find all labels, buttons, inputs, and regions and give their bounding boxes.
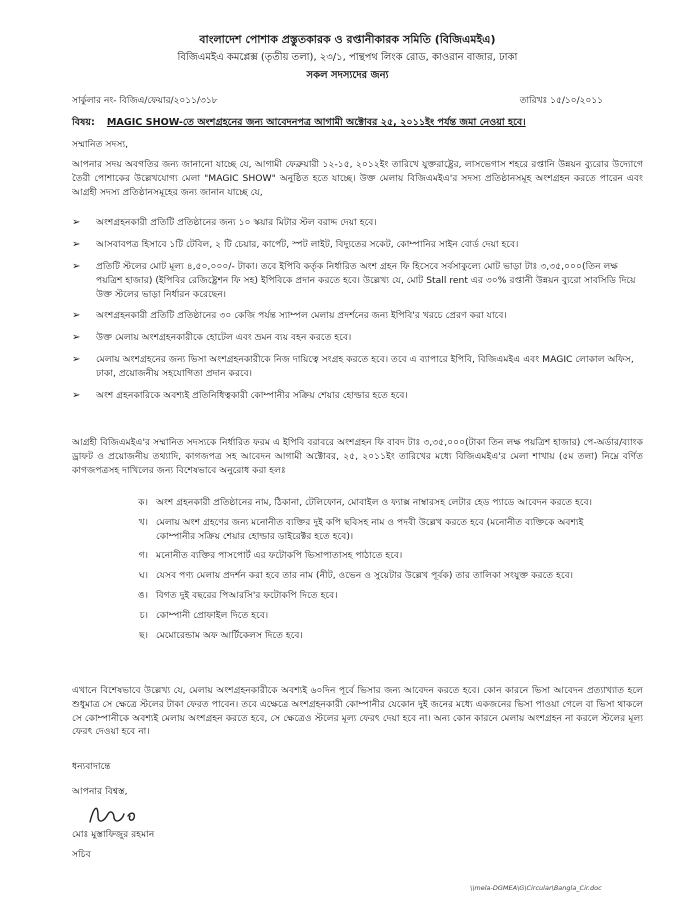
addressee: সকল সদস্যদের জন্য — [306, 70, 389, 81]
requirement-item: গ। মনোনীত ব্যক্তির পাসপোর্ট এর ফটোকপি ভিসাপাতাসহ পাঠাতে হবে। — [138, 550, 403, 562]
requirement-item: চ। কোম্পানী প্রোফাইল দিতে হবে। — [139, 609, 269, 621]
requirement-item: ঙ। বিগত দুই বছরের পিআরসি'র ফটোকপি দিতে হবে। — [137, 589, 338, 601]
arrow-bullet-icon: ➢ — [72, 354, 81, 366]
list-item: ➢ অংশগ্রহনকারী প্রতিটি প্রতিষ্ঠানের জন্য ১০ স্কয়ার মিটার স্টল বরাদ্দ দেয়া হবে। — [72, 217, 377, 228]
file-path: \\mela-DGMEA\G\Circular\Bangla_Cir.doc — [470, 884, 602, 892]
list-item: ➢ মেলায় অংশগ্রহনের জন্য ভিসা অংশগ্রহনকারীকে নিজ দায়িত্বে সংগ্রহ করতে হবে। তবে এ ব্যাপারে ইপিবি, বিজিএমইএ এবং MAGIC লোকাল অফিস, ঢাকা, প্রয়োজনীয় সহযোগিতা প্রদান করবে। — [72, 354, 634, 380]
arrow-bullet-icon: ➢ — [72, 217, 81, 228]
arrow-bullet-icon: ➢ — [72, 332, 81, 344]
visa-note-paragraph: এখানে বিশেষভাবে উল্লেখ্য যে, মেলায় অংশগ্রহনকারীকে অবশ্যই ৬০দিন পূর্বে ভিসার জন্য আবেদন করতে হবে। কোন কারনে ভিসা আবেদন প্রত্যাখ্যাত হলে শুধুমাত্র সে ক্ষেত্রে স্টলের টাকা ফেরত পাবেন। তবে এক্ষেত্রে অংশগ্রহনকারী কোম্পানীর যেকোন দুই জনের মধ্যে একজনের ভিসা পাওয়া গেলে বা ভিসা থাকলে সে কোম্পানীকে অবশ্যই মেলায় অংশগ্রহন করতে হবে, সে ক্ষেত্রেও স্টলের মূল্য ফেরৎ দেয়া হবে না। অন্য কোন কারনে মেলায় অংশগ্রহন না করলে স্টলের মূল্য ফেরৎ দেওয়া হবে না। — [72, 685, 643, 738]
subject-text: MAGIC SHOW-তে অংশগ্রহনের জন্য আবেদনপত্র আগামী অক্টোবর ২৫, ২০১১ইং পর্যন্ত জমা নেওয়া হবে। — [106, 117, 526, 128]
requirements-list — [132, 496, 605, 648]
requirement-item: খ। মেলায় অংশ গ্রহণের জন্য মনোনীত ব্যক্তির দুই কপি ছবিসহ নাম ও পদবী উল্লেখ করতে হবে (মনোনীত ব্যক্তিকে অবশ্যই কোম্পানীর সক্রিয় শেয়ার হোল্ডার ডাইরেক্টর হতে হবে)। — [138, 516, 584, 542]
org-name: বাংলাদেশ পোশাক প্রস্তুতকারক ও রপ্তানীকারক সমিতি (বিজিএমইএ) — [199, 33, 496, 46]
intro-paragraph: আপনার সদয় অবগতির জন্য জানানো যাচ্ছে যে, আগামী ফেব্রুয়ারী ১২-১৫, ২০১২ইং তারিখে যুক্তরাষ্ট্রের, লাসভেগাস শহরে রপ্তানি উন্নয়ন ব্যুরোর উদ্যোগে তৈরী পোশাকের উল্লেখযোগ্য মেলা "MAGIC SHOW" অনুষ্ঠিত হতে যাচ্ছে। উক্ত মেলায় বিজিএমইএ'র সদস্য প্রতিষ্ঠানসমূহ অংশগ্রহন করতে পারেন এবং আগ্রহী সদস্য প্রতিষ্ঠানসমূহের জন্য জানান যাচ্ছে যে, — [72, 159, 643, 198]
requirement-item: ছ। মেমোরেন্ডাম অফ আর্টিকেলস দিতে হবে। — [139, 629, 303, 641]
circular-date: তারিখঃ ১৫/১০/২০১১ — [519, 96, 603, 106]
reference-line — [72, 95, 603, 109]
circular-number: সার্কুলার নং- বিজিএ/ফেয়ার/২০১১/৩১৮ — [72, 96, 218, 106]
subject-line — [72, 116, 647, 130]
signatory-title: সচিব — [72, 849, 91, 860]
requirement-item: ক। অংশ গ্রহনকারী প্রতিষ্ঠানের নাম, ঠিকানা, টেলিফোন, মোবাইল ও ফ্যাক্স নাম্বারসহ লেটার হেড প্যাডে আবেদন করতে হবে। — [138, 497, 593, 508]
arrow-bullet-icon: ➢ — [72, 310, 81, 322]
closing-yours: আপনার বিশ্বস্ত, — [72, 786, 128, 797]
requirement-item: ঘ। যেসব পণ্য মেলায় প্রদর্শন করা হবে তার নাম (নীট, ওভেন ও সুয়েটার উল্লেখ পূর্বক) তার তালিকা সংযুক্ত করতে হবে। — [139, 570, 574, 582]
closing-thanks: ধন্যবাদান্তে — [72, 761, 111, 772]
subject-label: বিষয়: — [72, 117, 95, 128]
arrow-bullet-icon: ➢ — [72, 261, 81, 272]
list-item: ➢ আসবাবপত্র হিসাবে ১টি টেবিল, ২ টি চেয়ার, কার্পেট, স্পট লাইট, বিদ্যুতের সকেট, কোম্পানির সাইন বোর্ড দেয়া হবে। — [72, 239, 519, 250]
arrow-bullet-icon: ➢ — [72, 389, 81, 401]
list-item: ➢ অংশ গ্রহনকারিকে অবশ্যই প্রতিনিধিত্বকারী কোম্পানীর সক্রিয় শেয়ার হোল্ডার হতে হবে। — [72, 389, 408, 401]
list-item: ➢ প্রতিটি স্টলের মোট মূল্য ৪,৫০,০০০/- টাকা। তবে ইপিবি কর্তৃক নির্ধারিত অংশ গ্রহন ফি হিসেবে সর্বসাকুল্যে মোট ভাড়া টাঃ ৩,৩৫,০০০(তিন লক্ষ পয়ত্রিশ হাজার) (ইপিবির রেজিষ্ট্রেশন ফি সহ) ইপিবিকে প্রদান করতে হবে। উল্লেখ্য যে, মোট Stall rent এর ৩০% রপ্তানী উন্নয়ন ব্যুরো সাবসিডি দিয়ে উক্ত স্টলের ভাড়া নির্ধারন করেছেন। — [72, 261, 636, 300]
salutation: সম্মানিত সদস্য, — [72, 139, 129, 150]
list-item: ➢ অংশগ্রহনকারী প্রতিটি প্রতিষ্ঠানের ৩০ কেজি পর্যন্ত স্যাম্পল মেলায় প্রদর্শনের জন্য ইপিবি'র খরচে প্রেরণ করা যাবে। — [72, 310, 507, 322]
list-item: ➢ উক্ত মেলায় অংশগ্রহনকারীকে হোটেল এবং ভ্রমন ব্যয় বহন করতে হবে। — [72, 332, 352, 344]
org-address: বিজিএমইএ কমপ্লেক্স (তৃতীয় তলা), ২৩/১, পান্থপথ লিংক রোড, কাওরান বাজার, ঢাকা — [177, 52, 518, 63]
terms-list — [72, 216, 643, 411]
signatory-name: মোঃ মুস্তাফিজুর রহমান — [72, 829, 155, 840]
application-paragraph: আগ্রহী বিজিএমইএ'র সম্মানিত সদস্যকে নির্ধারিত ফরম এ ইপিবি বরাবরে অংশগ্রহন ফি বাবদ টাঃ ৩,৩৫,০০০(টাকা তিন লক্ষ পয়ত্রিশ হাজার) পে-অর্ডার/ব্যাংক ড্রাফট ও প্রয়োজনীয় তথ্যাদি, কাগজপত্র সহ আবেদন আগামী অক্টোবর, ২৫, ২০১১ইং তারিখের মধ্যে বিজিএমইএ'র মেলা শাখায় (৫ম তলা) নিম্নে বর্ণিত কাগজপত্রসহ দাখিলের জন্য বিশেষভাবে অনুরোধ করা হলঃ — [72, 437, 643, 476]
signature-icon — [84, 802, 144, 828]
arrow-bullet-icon: ➢ — [72, 239, 81, 250]
